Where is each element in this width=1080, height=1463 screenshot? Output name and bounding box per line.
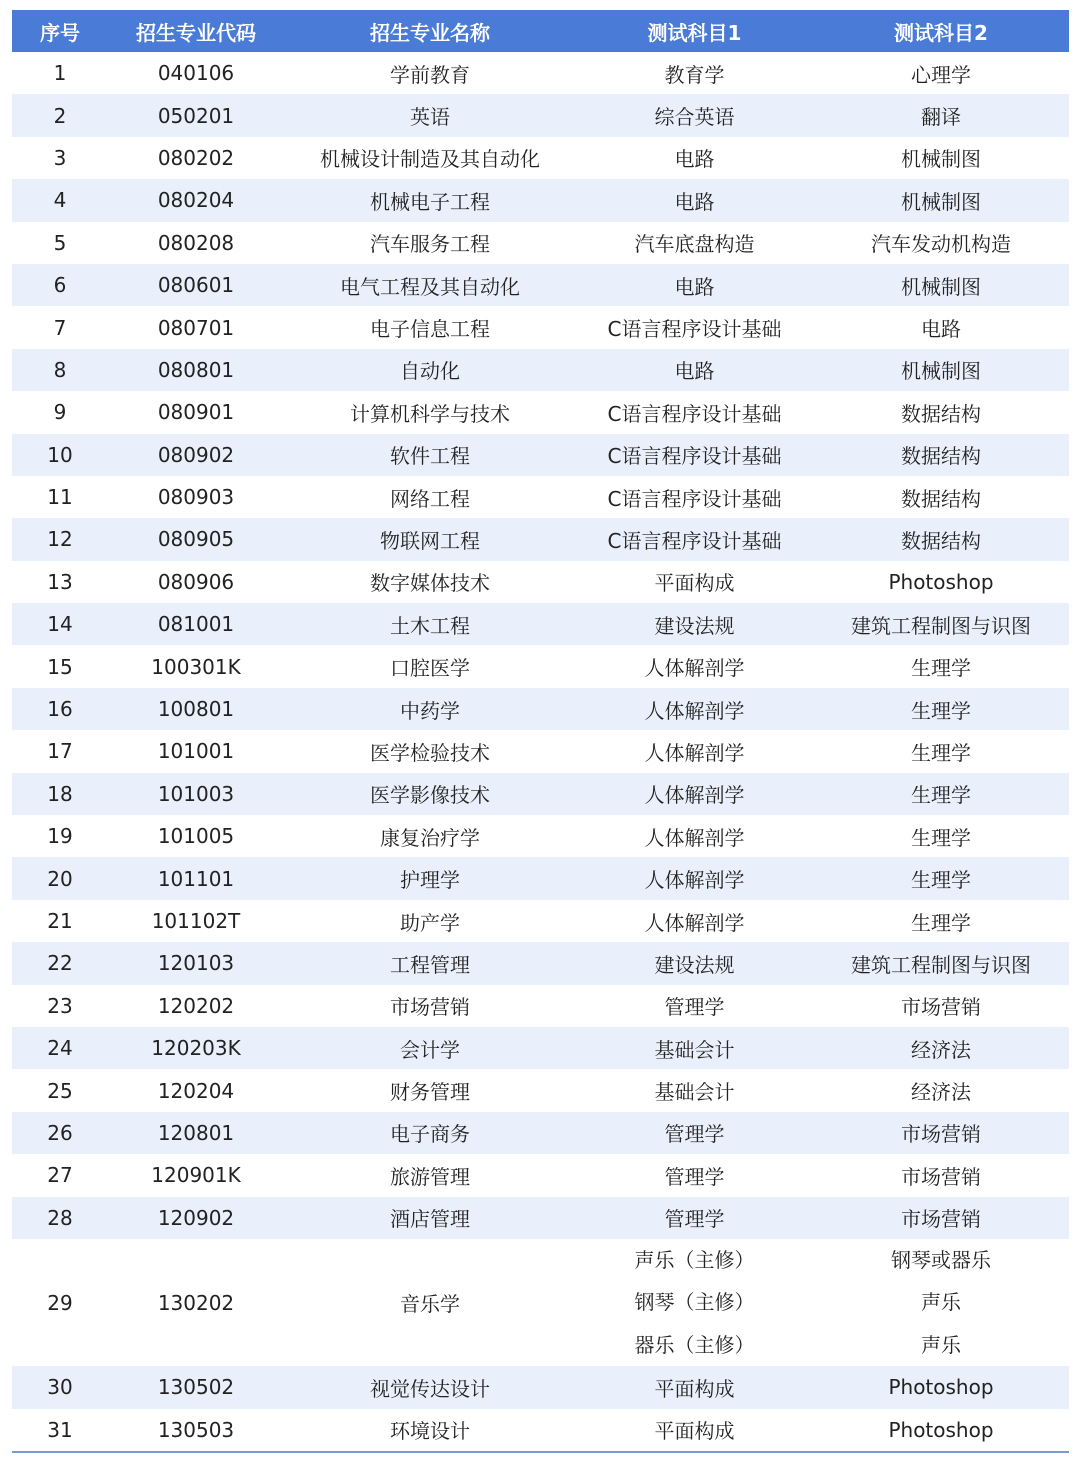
cell-subject-1 xyxy=(576,1239,813,1366)
cell-subject-1: 平面构成 xyxy=(654,571,735,596)
cell-subject-1: 电路 xyxy=(576,179,813,221)
table-row xyxy=(12,52,1069,94)
cell-subject-2: Photoshop xyxy=(888,569,994,594)
cell-subject-1: C语言程序设计基础 xyxy=(607,486,782,511)
cell-major-name: 医学影像技术 xyxy=(284,773,576,815)
cell-major-code: 081001 xyxy=(108,603,284,645)
cell-index: 20 xyxy=(12,857,108,899)
cell-subject-2: 机械制图 xyxy=(813,179,1069,221)
table-row xyxy=(12,815,1069,857)
cell-index: 3 xyxy=(53,145,67,170)
cell-major-name: 视觉传达设计 xyxy=(284,1366,576,1408)
cell-subject-1: 建设法规 xyxy=(576,942,813,984)
cell-major-code: 080901 xyxy=(157,400,235,425)
cell-subject-1: 人体解剖学 xyxy=(576,773,813,815)
table-row xyxy=(12,773,1069,815)
cell-major-code: 120902 xyxy=(108,1197,284,1239)
cell-subject-2: 市场营销 xyxy=(813,1197,1069,1239)
cell-subject-1: 基础会计 xyxy=(576,1027,813,1069)
cell-index: 24 xyxy=(12,1027,108,1069)
cell-major-name: 软件工程 xyxy=(284,434,576,476)
cell-subject-1: C语言程序设计基础 xyxy=(576,434,813,476)
cell-major-name: 酒店管理 xyxy=(284,1197,576,1239)
cell-major-name: 自动化 xyxy=(284,349,576,391)
cell-index: 16 xyxy=(12,688,108,730)
cell-subject-2: 机械制图 xyxy=(813,264,1069,306)
table-body xyxy=(12,52,1069,1452)
cell-index: 26 xyxy=(12,1112,108,1154)
cell-index: 9 xyxy=(53,400,67,425)
cell-major-name: 护理学 xyxy=(284,857,576,899)
cell-major-name: 工程管理 xyxy=(284,942,576,984)
cell-subject-2-line: 钢琴或器乐 xyxy=(891,1247,991,1272)
cell-subject-1: 人体解剖学 xyxy=(644,740,745,765)
cell-major-code: 101005 xyxy=(157,824,235,849)
cell-subject-2: 生理学 xyxy=(813,688,1069,730)
cell-subject-2: Photoshop xyxy=(813,1409,1069,1452)
cell-major-name: 土木工程 xyxy=(284,603,576,645)
cell-major-name: 电子商务 xyxy=(284,1112,576,1154)
cell-subject-1: 人体解剖学 xyxy=(644,825,745,850)
cell-major-code: 100801 xyxy=(108,688,284,730)
cell-major-name: 旅游管理 xyxy=(390,1164,470,1189)
cell-index: 28 xyxy=(12,1197,108,1239)
cell-subject-2: 机械制图 xyxy=(813,349,1069,391)
header-index: 序号 xyxy=(12,10,108,52)
cell-subject-2: 生理学 xyxy=(911,740,971,765)
table-row xyxy=(12,94,1069,136)
table-row xyxy=(12,645,1069,687)
cell-subject-1: 人体解剖学 xyxy=(576,857,813,899)
cell-subject-2-line: 声乐 xyxy=(921,1290,961,1315)
cell-index: 23 xyxy=(47,993,73,1018)
cell-index: 30 xyxy=(12,1366,108,1408)
cell-subject-2: 建筑工程制图与识图 xyxy=(813,942,1069,984)
cell-major-code: 120204 xyxy=(157,1078,235,1103)
table-row xyxy=(12,688,1069,730)
cell-index: 14 xyxy=(12,603,108,645)
cell-index: 21 xyxy=(47,909,73,933)
cell-major-code: 080903 xyxy=(157,485,235,510)
cell-subject-1: 人体解剖学 xyxy=(644,910,745,935)
cell-subject-1: 人体解剖学 xyxy=(644,656,745,681)
table-row xyxy=(12,1112,1069,1154)
cell-major-name: 机械设计制造及其自动化 xyxy=(320,147,540,172)
cell-subject-1: C语言程序设计基础 xyxy=(607,317,782,342)
cell-subject-1-line: 器乐（主修） xyxy=(634,1332,755,1357)
cell-major-name: 电子信息工程 xyxy=(370,317,490,342)
cell-subject-1-line: 钢琴（主修） xyxy=(634,1290,755,1315)
cell-subject-2: 汽车发动机构造 xyxy=(871,232,1011,257)
cell-subject-1: 电路 xyxy=(674,147,715,172)
cell-major-code: 080906 xyxy=(157,569,235,594)
cell-major-code: 080202 xyxy=(157,145,235,170)
cell-major-code: 101003 xyxy=(108,773,284,815)
cell-subject-2: 数据结构 xyxy=(901,486,981,511)
cell-index: 25 xyxy=(47,1078,73,1103)
cell-major-name: 市场营销 xyxy=(390,995,470,1020)
table-row xyxy=(12,306,1069,348)
cell-major-name: 环境设计 xyxy=(284,1409,576,1452)
cell-major-code: 080204 xyxy=(108,179,284,221)
cell-major-code: 040106 xyxy=(157,61,235,86)
cell-index: 11 xyxy=(47,485,73,510)
cell-subject-2: 经济法 xyxy=(813,1027,1069,1069)
cell-major-name: 汽车服务工程 xyxy=(370,232,490,257)
table-header xyxy=(12,10,1069,52)
cell-subject-2 xyxy=(813,1239,1069,1366)
cell-major-name: 物联网工程 xyxy=(284,518,576,560)
cell-index: 19 xyxy=(47,824,73,849)
cell-major-name: 计算机科学与技术 xyxy=(350,401,510,426)
cell-major-name: 财务管理 xyxy=(390,1080,470,1105)
cell-major-name: 机械电子工程 xyxy=(284,179,576,221)
cell-index: 15 xyxy=(47,654,73,679)
cell-major-name: 学前教育 xyxy=(390,62,470,87)
table-row xyxy=(12,985,1069,1027)
cell-subject-1: 管理学 xyxy=(664,995,725,1020)
cell-subject-2: 生理学 xyxy=(911,656,971,681)
header-subject-2: 测试科目2 xyxy=(813,10,1069,52)
cell-subject-2: 生理学 xyxy=(911,910,971,935)
cell-subject-2: 市场营销 xyxy=(901,995,981,1020)
cell-subject-1: 教育学 xyxy=(664,62,725,87)
cell-subject-2: 机械制图 xyxy=(901,147,981,172)
table-row xyxy=(12,1027,1069,1069)
table-row xyxy=(12,1366,1069,1408)
cell-subject-2: 生理学 xyxy=(911,825,971,850)
cell-subject-1: 基础会计 xyxy=(654,1080,735,1105)
cell-major-code: 120203K xyxy=(108,1027,284,1069)
cell-index: 5 xyxy=(53,230,67,255)
cell-subject-1: 管理学 xyxy=(664,1164,725,1189)
cell-subject-1: 汽车底盘构造 xyxy=(634,232,755,257)
table-row xyxy=(12,518,1069,560)
cell-major-code: 120801 xyxy=(108,1112,284,1154)
table-row xyxy=(12,1239,1069,1366)
cell-major-code: 120103 xyxy=(108,942,284,984)
header-major-code: 招生专业代码 xyxy=(108,10,284,52)
cell-index: 13 xyxy=(47,569,73,594)
cell-subject-1: 综合英语 xyxy=(576,94,813,136)
cell-subject-1: 电路 xyxy=(576,264,813,306)
cell-subject-2-line: 声乐 xyxy=(921,1332,961,1357)
cell-major-name: 音乐学 xyxy=(400,1292,460,1317)
cell-major-name: 口腔医学 xyxy=(390,656,470,681)
cell-major-code: 120901K xyxy=(151,1163,241,1188)
cell-major-code: 080902 xyxy=(108,434,284,476)
cell-major-code: 080801 xyxy=(108,349,284,391)
cell-subject-2: 建筑工程制图与识图 xyxy=(813,603,1069,645)
cell-major-code: 130503 xyxy=(108,1409,284,1452)
cell-major-name: 电气工程及其自动化 xyxy=(284,264,576,306)
cell-subject-2: 心理学 xyxy=(911,62,971,87)
cell-index: 2 xyxy=(12,94,108,136)
cell-major-code: 100301K xyxy=(151,654,241,679)
cell-index: 1 xyxy=(53,61,67,86)
cell-index: 10 xyxy=(12,434,108,476)
cell-subject-2: Photoshop xyxy=(813,1366,1069,1408)
cell-index: 17 xyxy=(47,739,73,764)
table-row xyxy=(12,434,1069,476)
cell-subject-1: 平面构成 xyxy=(576,1366,813,1408)
cell-major-name: 助产学 xyxy=(400,910,460,935)
cell-major-code: 080701 xyxy=(157,315,235,340)
cell-major-code: 120202 xyxy=(157,993,235,1018)
table-row xyxy=(12,137,1069,179)
cell-major-name: 网络工程 xyxy=(390,486,470,511)
cell-major-code: 080905 xyxy=(108,518,284,560)
cell-major-code: 080601 xyxy=(108,264,284,306)
cell-subject-2: 数据结构 xyxy=(813,434,1069,476)
header-subject-1: 测试科目1 xyxy=(576,10,813,52)
table-row xyxy=(12,264,1069,306)
header-row xyxy=(12,10,1069,52)
cell-major-name: 数字媒体技术 xyxy=(370,571,490,596)
admissions-table xyxy=(12,10,1069,1453)
cell-major-name: 康复治疗学 xyxy=(380,825,480,850)
cell-major-code: 101001 xyxy=(157,739,235,764)
table-row xyxy=(12,857,1069,899)
table-row xyxy=(12,179,1069,221)
cell-index: 6 xyxy=(12,264,108,306)
table-row xyxy=(12,603,1069,645)
table-row xyxy=(12,1069,1069,1111)
table-row xyxy=(12,222,1069,264)
table-row xyxy=(12,1154,1069,1196)
cell-major-name: 会计学 xyxy=(284,1027,576,1069)
cell-subject-2: 电路 xyxy=(921,317,961,342)
cell-index: 22 xyxy=(12,942,108,984)
table-row xyxy=(12,1409,1069,1452)
table-row xyxy=(12,349,1069,391)
cell-index: 29 xyxy=(47,1290,73,1315)
cell-major-code: 050201 xyxy=(108,94,284,136)
cell-index: 4 xyxy=(12,179,108,221)
table-row xyxy=(12,1197,1069,1239)
table-row xyxy=(12,476,1069,518)
cell-subject-1: 管理学 xyxy=(576,1112,813,1154)
cell-subject-1: 人体解剖学 xyxy=(576,688,813,730)
cell-subject-2: 数据结构 xyxy=(901,401,981,426)
cell-subject-1: C语言程序设计基础 xyxy=(576,518,813,560)
cell-major-name: 中药学 xyxy=(284,688,576,730)
cell-subject-2: 翻译 xyxy=(813,94,1069,136)
table-row xyxy=(12,561,1069,603)
cell-index: 12 xyxy=(12,518,108,560)
cell-subject-2: 经济法 xyxy=(911,1080,971,1105)
cell-major-code: 080208 xyxy=(157,230,235,255)
cell-index: 7 xyxy=(53,315,67,340)
cell-subject-1: 平面构成 xyxy=(576,1409,813,1452)
cell-subject-2: 市场营销 xyxy=(813,1112,1069,1154)
cell-major-code: 130202 xyxy=(157,1290,235,1315)
table-row xyxy=(12,391,1069,433)
header-major-name: 招生专业名称 xyxy=(284,10,576,52)
cell-subject-1: 管理学 xyxy=(576,1197,813,1239)
cell-subject-1: 电路 xyxy=(576,349,813,391)
cell-subject-2: 市场营销 xyxy=(901,1164,981,1189)
cell-index: 18 xyxy=(12,773,108,815)
cell-subject-2: 生理学 xyxy=(813,857,1069,899)
cell-subject-1: 建设法规 xyxy=(576,603,813,645)
cell-subject-1-line: 声乐（主修） xyxy=(634,1247,755,1272)
cell-subject-1: C语言程序设计基础 xyxy=(607,401,782,426)
table-row xyxy=(12,942,1069,984)
cell-index: 8 xyxy=(12,349,108,391)
cell-subject-2: 数据结构 xyxy=(813,518,1069,560)
cell-major-name: 医学检验技术 xyxy=(370,740,490,765)
cell-major-code: 101101 xyxy=(108,857,284,899)
cell-index: 31 xyxy=(12,1409,108,1452)
cell-major-code: 130502 xyxy=(108,1366,284,1408)
table-row xyxy=(12,730,1069,772)
table-row xyxy=(12,900,1069,942)
cell-index: 27 xyxy=(47,1163,73,1188)
cell-subject-2: 生理学 xyxy=(813,773,1069,815)
cell-major-name: 英语 xyxy=(284,94,576,136)
cell-major-code: 101102T xyxy=(151,909,241,933)
